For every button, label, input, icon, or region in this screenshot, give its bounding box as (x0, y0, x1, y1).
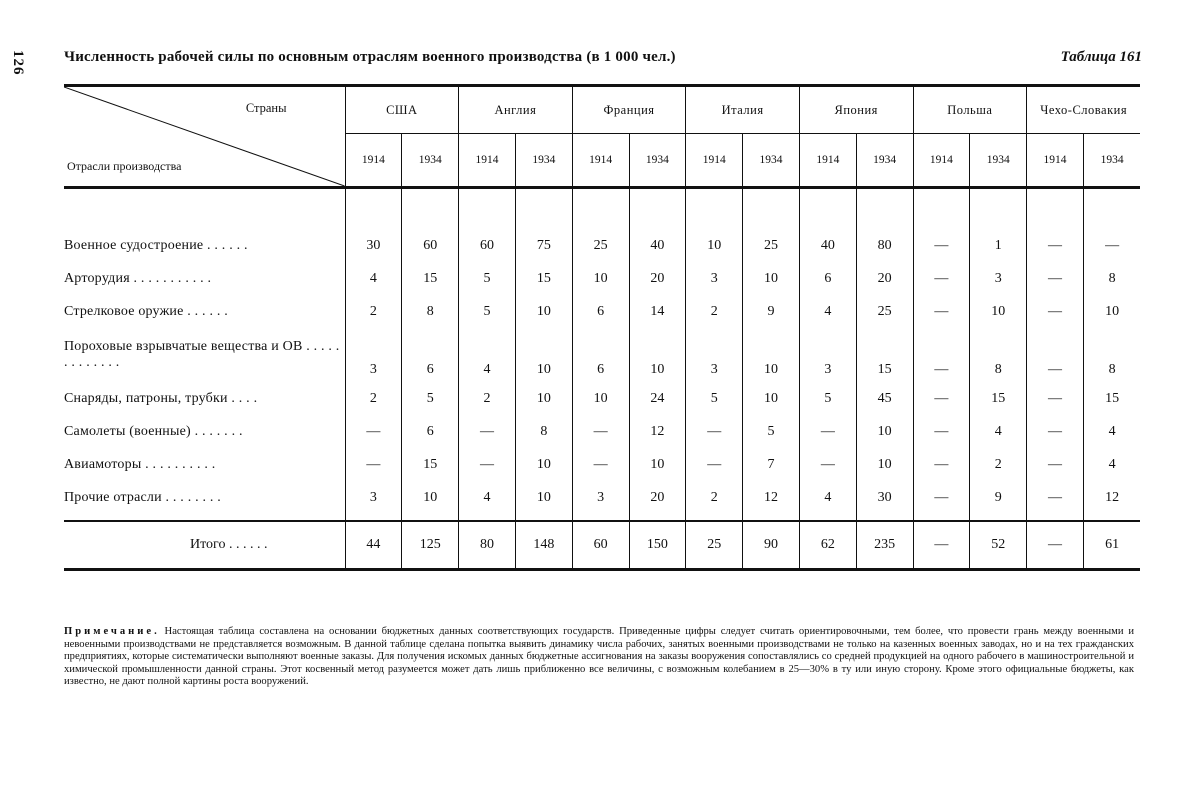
table-cell: — (1027, 448, 1084, 481)
table-cell: 40 (629, 229, 686, 262)
table-total (64, 521, 1140, 571)
table-cell: 24 (629, 382, 686, 415)
table-cell: 15 (970, 382, 1027, 415)
total-row (64, 521, 1140, 570)
table-cell: 3 (345, 328, 402, 382)
table-cell: 10 (743, 262, 800, 295)
row-label: Авиамоторы . . . . . . . . . . (64, 456, 216, 472)
table-cell: 15 (402, 448, 459, 481)
table-cell: 10 (856, 448, 913, 481)
bottom-rule (64, 570, 1140, 572)
table-cell: 5 (743, 415, 800, 448)
table-cell: 8 (1083, 328, 1140, 382)
table-row (64, 481, 1140, 514)
table-row (64, 382, 1140, 415)
table-cell: 2 (970, 448, 1027, 481)
total-cell: 148 (515, 521, 572, 570)
spacer-row (64, 188, 1140, 230)
table-cell: — (913, 415, 970, 448)
table-number-label: Таблица 161 (1060, 49, 1142, 65)
total-cell: — (913, 521, 970, 570)
country-header: Англия (459, 86, 573, 134)
table-cell: 2 (686, 295, 743, 328)
total-cell: — (1027, 521, 1084, 570)
table-cell: — (913, 295, 970, 328)
total-cell: 125 (402, 521, 459, 570)
table-row (64, 229, 1140, 262)
table-cell: 15 (1083, 382, 1140, 415)
table-cell: 10 (629, 328, 686, 382)
country-header: Франция (572, 86, 686, 134)
table-row (64, 295, 1140, 328)
table-cell: 1 (970, 229, 1027, 262)
table-cell: — (913, 448, 970, 481)
corner-countries-label: Страны (245, 101, 287, 115)
table-cell: 15 (856, 328, 913, 382)
table-cell: 10 (743, 328, 800, 382)
table-cell: 2 (459, 382, 516, 415)
total-cell: 235 (856, 521, 913, 570)
table-cell: 5 (799, 382, 856, 415)
table-cell: 10 (572, 262, 629, 295)
total-cell: 80 (459, 521, 516, 570)
table-cell: 6 (402, 328, 459, 382)
table-cell: 5 (686, 382, 743, 415)
table-cell: 10 (515, 295, 572, 328)
table-cell: 40 (799, 229, 856, 262)
country-header-row (64, 86, 1140, 134)
spacer-row (64, 514, 1140, 521)
table-cell: — (1027, 481, 1084, 514)
table-cell: 8 (402, 295, 459, 328)
year-header: 1914 (459, 134, 516, 188)
table-cell: — (1027, 262, 1084, 295)
table-cell: 5 (459, 262, 516, 295)
table-cell: — (572, 448, 629, 481)
table-cell: 2 (345, 382, 402, 415)
table-cell: 2 (345, 295, 402, 328)
table-cell: — (572, 415, 629, 448)
total-cell: 44 (345, 521, 402, 570)
table-cell: — (459, 448, 516, 481)
footnote-text: Настоящая таблица составлена на основании бюджетных данных соответствующих государств. Приведенные цифры следует считать ориентировочными, тем более, что провести грань между военными и невоенными производствами не представляется возможным. В данной таблице сделана попытка выявить динамику числа рабочих, занятых военными производствами не только на казенных военных заводах, но и на тех гражданских предприятиях, которые систематически выполняют военные заказы. Для получения искомых данных бюджетные ассигнования на заказы вооружения сопоставлялись со средней продукцией на одного рабочего в машиностроительной и химической промышленности данной страны. Этот косвенный метод разумеется может дать лишь приближенно все величины, с возможным колебанием в 25—30% в ту или иную сторону. Кроме этого официальные бюджеты, как известно, не дают полной картины роста вооружений. (64, 626, 1134, 687)
year-header: 1934 (402, 134, 459, 188)
table-cell: 9 (743, 295, 800, 328)
table-cell: 3 (686, 328, 743, 382)
table-cell: 10 (572, 382, 629, 415)
table-cell: 5 (402, 382, 459, 415)
table-title: Численность рабочей силы по основным отраслям военного производства (в 1 000 чел.) (64, 49, 676, 65)
table-cell: — (1027, 415, 1084, 448)
table-cell: — (1027, 229, 1084, 262)
table-cell: 9 (970, 481, 1027, 514)
table-cell: — (913, 382, 970, 415)
table-row (64, 328, 1140, 382)
table-cell: 10 (515, 481, 572, 514)
year-header: 1934 (743, 134, 800, 188)
table-cell: 8 (515, 415, 572, 448)
table-cell: 80 (856, 229, 913, 262)
table-cell: 25 (856, 295, 913, 328)
table-cell: 45 (856, 382, 913, 415)
table-cell: 10 (515, 328, 572, 382)
row-label: Снаряды, патроны, трубки . . . . (64, 390, 258, 406)
table-cell: 4 (459, 481, 516, 514)
table-cell: 20 (856, 262, 913, 295)
workforce-table (64, 84, 1140, 571)
year-header: 1934 (629, 134, 686, 188)
row-label: Пороховые взрывчатые вещества и ОВ . . . . . . . . . . . . . (64, 339, 340, 370)
corner-industries-label: Отрасли производства (67, 159, 182, 173)
table-cell: 15 (402, 262, 459, 295)
year-header: 1914 (572, 134, 629, 188)
table-cell: 15 (515, 262, 572, 295)
year-header: 1934 (970, 134, 1027, 188)
table-cell: 4 (345, 262, 402, 295)
table-body (64, 188, 1140, 522)
year-header: 1934 (856, 134, 913, 188)
table-cell: — (459, 415, 516, 448)
table-cell: — (1027, 295, 1084, 328)
table-cell: 3 (345, 481, 402, 514)
table-cell: 10 (686, 229, 743, 262)
year-header: 1934 (1083, 134, 1140, 188)
table-row (64, 415, 1140, 448)
corner-header (64, 86, 345, 188)
table-cell: 12 (1083, 481, 1140, 514)
year-header: 1914 (686, 134, 743, 188)
country-header: Польша (913, 86, 1027, 134)
table-cell: 10 (743, 382, 800, 415)
table-cell: — (686, 415, 743, 448)
total-cell: 52 (970, 521, 1027, 570)
table-cell: 3 (572, 481, 629, 514)
page-number: 126 (10, 50, 26, 76)
total-label: Итого . . . . . . (64, 521, 345, 570)
table-cell: — (345, 415, 402, 448)
table-cell: 4 (799, 481, 856, 514)
table-cell: 3 (799, 328, 856, 382)
table-cell: — (1083, 229, 1140, 262)
year-header: 1914 (799, 134, 856, 188)
table-cell: 10 (1083, 295, 1140, 328)
year-header: 1914 (1027, 134, 1084, 188)
table-cell: — (1027, 382, 1084, 415)
table-cell: — (686, 448, 743, 481)
table-cell: 20 (629, 262, 686, 295)
table-cell: 4 (1083, 415, 1140, 448)
table-cell: 60 (459, 229, 516, 262)
table-cell: 4 (459, 328, 516, 382)
table-cell: 5 (459, 295, 516, 328)
table-cell: — (913, 229, 970, 262)
table-cell: 7 (743, 448, 800, 481)
year-header: 1934 (515, 134, 572, 188)
table-cell: 8 (1083, 262, 1140, 295)
row-label: Военное судостроение . . . . . . (64, 237, 248, 253)
table-cell: 2 (686, 481, 743, 514)
table-cell: 75 (515, 229, 572, 262)
table-row (64, 448, 1140, 481)
country-header: США (345, 86, 459, 134)
footnote-heading: Примечание. (64, 626, 160, 637)
table-cell: 10 (970, 295, 1027, 328)
country-header: Чехо-Словакия (1027, 86, 1141, 134)
table-cell: 10 (856, 415, 913, 448)
table-cell: 4 (799, 295, 856, 328)
table-cell: 30 (345, 229, 402, 262)
table-cell: 60 (402, 229, 459, 262)
footnote (64, 626, 1134, 689)
total-cell: 90 (743, 521, 800, 570)
total-cell: 25 (686, 521, 743, 570)
row-label: Стрелковое оружие . . . . . . (64, 303, 228, 319)
table-cell: — (799, 415, 856, 448)
table-cell: 25 (743, 229, 800, 262)
table-cell: — (913, 481, 970, 514)
table-cell: 6 (402, 415, 459, 448)
year-header: 1914 (345, 134, 402, 188)
table-cell: 14 (629, 295, 686, 328)
country-header: Италия (686, 86, 800, 134)
table-row (64, 262, 1140, 295)
table-cell: — (345, 448, 402, 481)
table-cell: 4 (1083, 448, 1140, 481)
total-cell: 62 (799, 521, 856, 570)
table-cell: — (913, 328, 970, 382)
row-label: Артоpудия . . . . . . . . . . . (64, 270, 212, 286)
table-cell: 25 (572, 229, 629, 262)
table-cell: 30 (856, 481, 913, 514)
table-cell: 6 (572, 295, 629, 328)
table-cell: — (1027, 328, 1084, 382)
table-cell: 10 (515, 382, 572, 415)
table-cell: 20 (629, 481, 686, 514)
total-cell: 61 (1083, 521, 1140, 570)
table-cell: 12 (629, 415, 686, 448)
total-cell: 150 (629, 521, 686, 570)
table-cell: — (913, 262, 970, 295)
table-cell: 8 (970, 328, 1027, 382)
table-cell: 10 (402, 481, 459, 514)
year-header: 1914 (913, 134, 970, 188)
total-cell: 60 (572, 521, 629, 570)
table-cell: 3 (970, 262, 1027, 295)
table-cell: 4 (970, 415, 1027, 448)
table-cell: 10 (515, 448, 572, 481)
table-cell: 6 (572, 328, 629, 382)
table-cell: — (799, 448, 856, 481)
country-header: Япония (799, 86, 913, 134)
row-label: Самолеты (военные) . . . . . . . (64, 423, 243, 439)
table-cell: 6 (799, 262, 856, 295)
table-cell: 12 (743, 481, 800, 514)
table-cell: 3 (686, 262, 743, 295)
row-label: Прочие отрасли . . . . . . . . (64, 489, 222, 505)
table-cell: 10 (629, 448, 686, 481)
